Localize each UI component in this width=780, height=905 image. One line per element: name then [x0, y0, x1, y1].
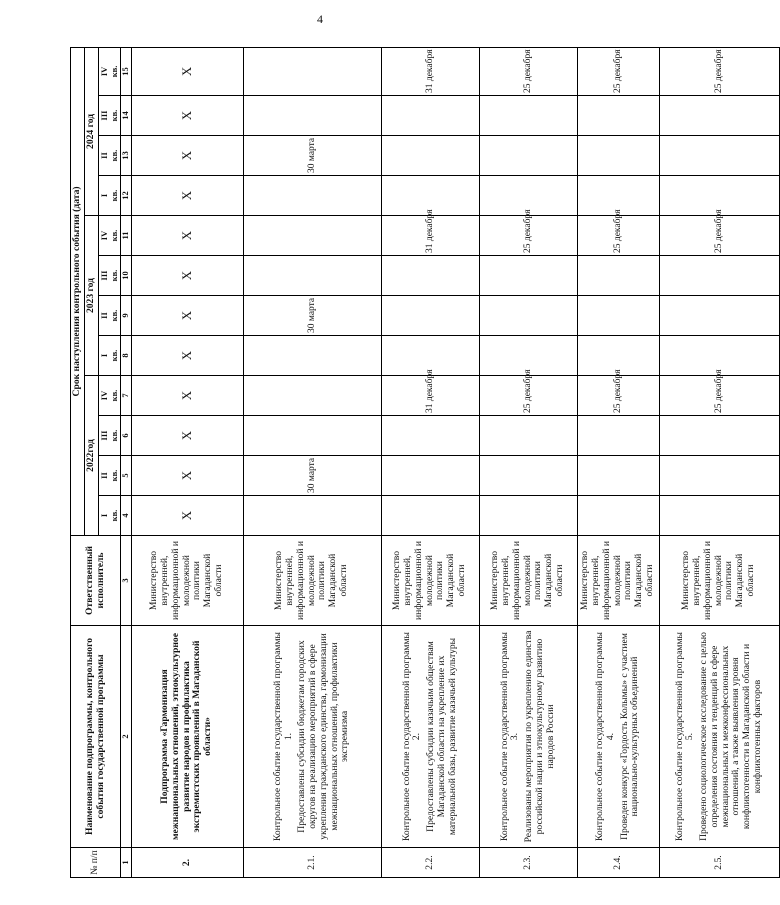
quarter-kv-label: кв.: [108, 109, 119, 122]
cell-date: 25 декабря: [479, 216, 577, 256]
row-executor: Министерство внутренней, информационной и молодежной политики Магаданской области: [381, 536, 479, 626]
quarter-kv-label: кв.: [108, 429, 119, 442]
header-quarter: [99, 47, 121, 95]
quarter-label: I: [99, 513, 109, 518]
cell-empty: [243, 176, 381, 216]
cell-empty: [479, 136, 577, 176]
quarter-label: IV: [99, 390, 109, 401]
header-quarter: [99, 256, 121, 296]
cell-empty: [243, 496, 381, 536]
column-number: 5: [121, 456, 132, 496]
column-number: 9: [121, 296, 132, 336]
cell-empty: [659, 136, 779, 176]
cell-mark: Х: [131, 256, 243, 296]
header-year-2024: 2024 год: [85, 47, 99, 215]
row-number: 2.1.: [243, 848, 381, 878]
quarter-kv-label: кв.: [108, 269, 119, 282]
column-number: 1: [121, 848, 132, 878]
quarter-label: III: [99, 270, 109, 281]
column-number: 12: [121, 176, 132, 216]
cell-empty: [479, 256, 577, 296]
cell-empty: [479, 416, 577, 456]
cell-date: 31 декабря: [381, 47, 479, 95]
table-row: [577, 47, 659, 877]
table-row: [381, 47, 479, 877]
cell-empty: [381, 256, 479, 296]
cell-empty: [577, 496, 659, 536]
table-row: [659, 47, 779, 877]
row-name-heading: Контрольное событие государственной программы 3.: [498, 632, 521, 841]
cell-empty: [577, 456, 659, 496]
cell-mark: Х: [131, 136, 243, 176]
cell-date: 30 марта: [243, 136, 381, 176]
cell-mark: Х: [131, 216, 243, 256]
row-name: [659, 626, 779, 848]
column-number-row: [121, 47, 132, 877]
column-number: 3: [121, 536, 132, 626]
cell-empty: [577, 416, 659, 456]
cell-date: 25 декабря: [659, 216, 779, 256]
header-name: Наименование подпрограммы, контрольного события государственной программы: [71, 626, 121, 848]
row-name: Подпрограмма «Гармонизация межнациональных отношений, этнокультурное развитие народов и профилактика экстремистских проявлений в Магаданской области»: [131, 626, 243, 848]
header-quarter: [99, 136, 121, 176]
control-events-table: [70, 47, 780, 878]
cell-mark: Х: [131, 336, 243, 376]
table-row: [243, 47, 381, 877]
cell-empty: [243, 96, 381, 136]
quarter-kv-label: кв.: [108, 309, 119, 322]
quarter-label: III: [99, 110, 109, 121]
row-number: 2.3.: [479, 848, 577, 878]
cell-date: 25 декабря: [659, 47, 779, 95]
header-quarter: [99, 456, 121, 496]
header-deadline: Срок наступления контрольного события (дата): [71, 47, 85, 535]
cell-empty: [577, 136, 659, 176]
row-number: 2.: [131, 848, 243, 878]
column-number: 11: [121, 216, 132, 256]
row-name: [479, 626, 577, 848]
header-quarter: [99, 416, 121, 456]
row-name-body: Предоставлены субсидии бюджетам городских округов на реализацию мероприятий в сфере укрепления гражданского единства, гармонизации межнациональных отношений, профилактики экстремизма: [296, 633, 351, 840]
row-name: [243, 626, 381, 848]
cell-empty: [479, 96, 577, 136]
quarter-kv-label: кв.: [108, 189, 119, 202]
cell-empty: [479, 456, 577, 496]
cell-empty: [243, 216, 381, 256]
header-quarter: [99, 376, 121, 416]
cell-empty: [243, 376, 381, 416]
header-quarter: [99, 336, 121, 376]
column-number: 4: [121, 496, 132, 536]
header-quarter: [99, 96, 121, 136]
cell-date: 31 декабря: [381, 216, 479, 256]
table-row: [479, 47, 577, 877]
row-executor: Министерство внутренней, информационной и молодежной политики Магаданской области: [577, 536, 659, 626]
page-number: 4: [317, 12, 323, 26]
quarter-label: III: [99, 430, 109, 441]
cell-mark: Х: [131, 496, 243, 536]
row-name-body: Проведен конкурс «Гордость Колымы» с участием национально-культурных объединений: [618, 633, 641, 840]
header-exec: Ответственный исполнитель: [71, 536, 121, 626]
cell-empty: [577, 256, 659, 296]
cell-empty: [381, 496, 479, 536]
row-name-body: Реализованы мероприятия по укреплению единства российской нации и этнокультурному развитию народов России: [523, 630, 556, 843]
column-number: 6: [121, 416, 132, 456]
cell-empty: [659, 456, 779, 496]
quarter-kv-label: кв.: [108, 65, 119, 78]
header-year-2023: 2023 год: [85, 216, 99, 376]
row-name-heading: Контрольное событие государственной программы 4.: [594, 632, 616, 841]
cell-empty: [381, 96, 479, 136]
cell-date: 30 марта: [243, 456, 381, 496]
quarter-kv-label: кв.: [108, 149, 119, 162]
cell-empty: [659, 296, 779, 336]
row-name: [577, 626, 659, 848]
cell-empty: [243, 416, 381, 456]
cell-date: 25 декабря: [479, 47, 577, 95]
cell-empty: [659, 496, 779, 536]
rotated-table-container: [70, 48, 763, 878]
cell-mark: Х: [131, 176, 243, 216]
table-row: [131, 47, 243, 877]
cell-date: 25 декабря: [577, 376, 659, 416]
row-name-heading: Контрольное событие государственной программы 2.: [400, 632, 423, 841]
cell-mark: Х: [131, 96, 243, 136]
column-number: 7: [121, 376, 132, 416]
cell-empty: [381, 416, 479, 456]
cell-mark: Х: [131, 416, 243, 456]
row-number: 2.2.: [381, 848, 479, 878]
header-quarter: [99, 176, 121, 216]
cell-date: 25 декабря: [577, 47, 659, 95]
cell-mark: Х: [131, 296, 243, 336]
header-quarter: [99, 296, 121, 336]
row-name-body: Проведено социологическое исследование с целью определения состояния и тенденций в сфере межнациональных и межконфессиональных отношений, а также выявления уровня конфликтогенности в Магаданской области и конфликтогенных факторов: [698, 632, 763, 841]
quarter-kv-label: кв.: [108, 509, 119, 522]
quarter-label: II: [99, 312, 109, 319]
cell-empty: [479, 296, 577, 336]
row-name: [381, 626, 479, 848]
cell-empty: [381, 456, 479, 496]
row-executor: Министерство внутренней, информационной и молодежной политики Магаданской области: [479, 536, 577, 626]
row-executor: Министерство внутренней, информационной и молодежной политики Магаданской области: [243, 536, 381, 626]
quarter-kv-label: кв.: [108, 349, 119, 362]
cell-empty: [479, 496, 577, 536]
quarter-label: IV: [99, 66, 109, 77]
cell-empty: [243, 47, 381, 95]
cell-mark: Х: [131, 376, 243, 416]
cell-empty: [243, 256, 381, 296]
cell-empty: [243, 336, 381, 376]
quarter-label: II: [99, 472, 109, 479]
quarter-label: I: [99, 193, 109, 198]
quarter-kv-label: кв.: [108, 469, 119, 482]
quarter-label: I: [99, 353, 109, 358]
header-year-2022: 2022год: [85, 376, 99, 536]
quarter-kv-label: кв.: [108, 229, 119, 242]
row-name-body: Предоставлены субсидии казачьим обществам Магаданской области на укрепление их материальной базы, развитие казачьей культуры: [425, 637, 458, 836]
cell-empty: [659, 416, 779, 456]
table-body: [131, 47, 779, 877]
header-quarter: [99, 216, 121, 256]
row-number: 2.5.: [659, 848, 779, 878]
quarter-label: II: [99, 152, 109, 159]
cell-date: 25 декабря: [479, 376, 577, 416]
cell-empty: [659, 96, 779, 136]
cell-date: 31 декабря: [381, 376, 479, 416]
cell-empty: [381, 136, 479, 176]
row-name-heading: Контрольное событие государственной программы 1.: [271, 632, 294, 841]
header-quarter: [99, 496, 121, 536]
row-number: 2.4.: [577, 848, 659, 878]
row-executor: Министерство внутренней, информационной и молодежной политики Магаданской области: [131, 536, 243, 626]
cell-empty: [577, 96, 659, 136]
column-number: 8: [121, 336, 132, 376]
cell-empty: [577, 296, 659, 336]
row-name-heading: Контрольное событие государственной программы 5.: [673, 632, 696, 841]
quarter-label: IV: [99, 230, 109, 241]
cell-date: 25 декабря: [577, 216, 659, 256]
column-number: 14: [121, 96, 132, 136]
quarter-kv-label: кв.: [108, 389, 119, 402]
column-number: 15: [121, 47, 132, 95]
cell-mark: Х: [131, 47, 243, 95]
header-num: № п/п: [71, 848, 121, 878]
cell-mark: Х: [131, 456, 243, 496]
cell-empty: [381, 296, 479, 336]
column-number: 13: [121, 136, 132, 176]
cell-date: 30 марта: [243, 296, 381, 336]
cell-empty: [659, 256, 779, 296]
cell-date: 25 декабря: [659, 376, 779, 416]
column-number: 2: [121, 626, 132, 848]
column-number: 10: [121, 256, 132, 296]
row-executor: Министерство внутренней, информационной и молодежной политики Магаданской области: [659, 536, 779, 626]
